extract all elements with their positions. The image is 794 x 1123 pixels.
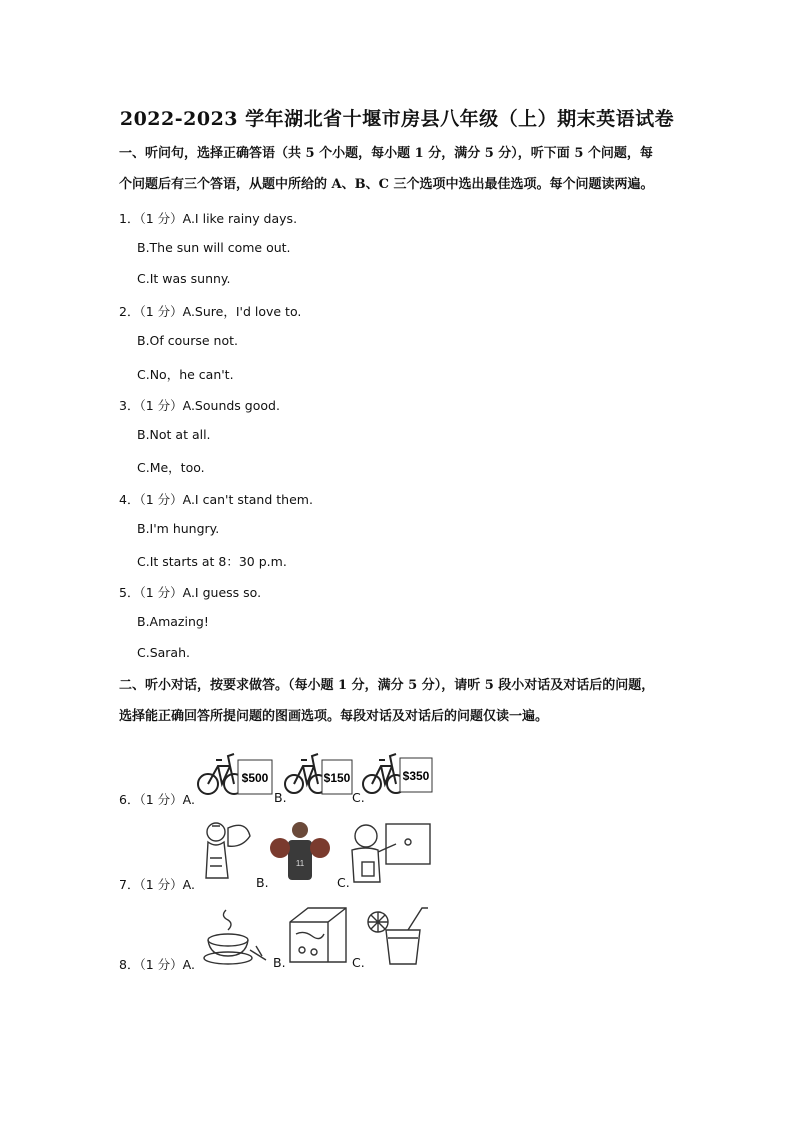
price-label-150: $150: [323, 771, 351, 785]
basketball-player-image: [266, 818, 334, 886]
question-6-option-c-label: C.: [352, 790, 365, 805]
question-8-option-c-label: C.: [352, 955, 365, 970]
question-2-option-b: B.Of course not.: [137, 333, 238, 348]
bicycle-350-image: [362, 738, 434, 800]
question-5-option-c: C.Sarah.: [137, 645, 190, 660]
question-4-option-c: C.It starts at 8：30 p.m.: [137, 554, 287, 569]
bicycle-500-image: [196, 738, 274, 800]
question-8: 8．（1 分）A.: [119, 957, 195, 972]
question-4-option-b: B.I'm hungry.: [137, 521, 220, 536]
question-5: 5．（1 分）A.I guess so.: [119, 585, 262, 600]
question-3: 3．（1 分）A.Sounds good.: [119, 398, 280, 413]
teacher-image: [346, 820, 432, 886]
question-7-option-b-label: B.: [256, 875, 269, 890]
question-2: 2．（1 分）A.Sure，I'd love to.: [119, 304, 302, 319]
question-1-option-b: B.The sun will come out.: [137, 240, 291, 255]
page-title: 2022-2023 学年湖北省十堰市房县八年级（上）期末英语试卷: [119, 108, 675, 130]
question-5-option-b: B.Amazing!: [137, 614, 209, 629]
question-7-option-c-label: C.: [337, 875, 350, 890]
question-6-option-b-label: B.: [274, 790, 287, 805]
question-6: 6．（1 分）A.: [119, 792, 195, 807]
question-4: 4．（1 分）A.I can't stand them.: [119, 492, 313, 507]
section-1-instructions: [119, 138, 679, 200]
question-1-option-c: C.It was sunny.: [137, 271, 231, 286]
bicycle-150-image: [284, 738, 354, 800]
question-2-option-c: C.No，he can't.: [137, 367, 234, 382]
question-8-option-b-label: B.: [273, 955, 286, 970]
question-3-option-c: C.Me，too.: [137, 460, 205, 475]
tea-cup-image: [200, 906, 272, 968]
section-1-line-1: 一、听问句，选择正确答语（共 5 个小题，每小题 1 分，满分 5 分），听下面 5 个问题，每: [119, 146, 653, 161]
section-2-instructions: [119, 670, 679, 732]
price-label-500: $500: [241, 771, 269, 785]
milk-carton-image: [284, 904, 352, 968]
price-label-350: $350: [402, 769, 430, 783]
svg-text:11: 11: [295, 859, 305, 868]
question-7: 7．（1 分）A.: [119, 877, 195, 892]
orange-juice-image: [362, 904, 432, 968]
astronaut-image: [198, 818, 254, 886]
question-1: 1．（1 分）A.I like rainy days.: [119, 211, 298, 226]
section-1-line-2: 个问题后有三个答语，从题中所给的 A、B、C 三个选项中选出最佳选项。每个问题读两遍。: [119, 177, 654, 192]
section-2-line-1: 二、听小对话，按要求做答。（每小题 1 分，满分 5 分），请听 5 段小对话及对话后的问题，: [119, 678, 655, 693]
section-2-line-2: 选择能正确回答所提问题的图画选项。每段对话及对话后的问题仅读一遍。: [119, 709, 549, 724]
question-3-option-b: B.Not at all.: [137, 427, 211, 442]
